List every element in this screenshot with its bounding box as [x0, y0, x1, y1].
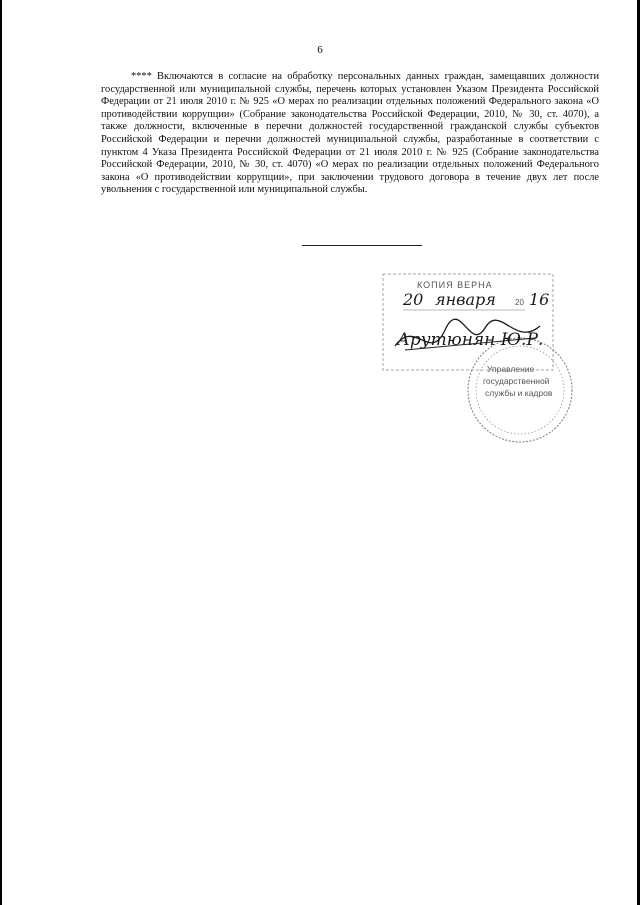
footnote-separator-line [302, 245, 422, 246]
date-year-prefix: 20 [515, 298, 524, 307]
handwritten-date-year: 16 [529, 290, 550, 309]
footnote-paragraph: **** Включаются в согласие на обработку персональных данных граждан, замещавших должности государственной или муниципальной службы, перечень которых установлен Указом Президента Российской Федерации от 21 июля 2010 г. № 925 «О мерах по реализации отдельных положений Федерального закона «О противодействии коррупции» (Собрание законодательства Российской Федерации, 2010, № 30, ст. 4070), а также должности, включенные в перечни должностей государственной гражданской службы субъектов Российской Федерации и перечни должностей муниципальной службы, разработанные в соответствии с пунктом 4 Указа Президента Российской Федерации от 21 июля 2010 г. № 925 (Собрание законодательства Российской Федерации, 2010, № 30, ст. 4070) «О мерах по реализации отдельных положений Федерального закона «О противодействии коррупции», при заключении трудового договора в течение двух лет после увольнения с государственной или муниципальной службы. [101, 71, 599, 196]
seal-line-2: государственной [483, 376, 550, 386]
page-number: 6 [317, 44, 323, 56]
scan-left-edge [0, 0, 2, 905]
handwritten-signature-name: Арутюнян Ю.Р. [397, 330, 544, 350]
certification-stamp [375, 268, 585, 443]
copy-stamp-header: КОПИЯ ВЕРНА [417, 280, 493, 290]
seal-line-1: Управление [487, 364, 535, 374]
handwritten-date-day: 20 [403, 290, 424, 309]
seal-line-3: службы и кадров [485, 388, 553, 398]
handwritten-date-month: января [435, 290, 496, 309]
